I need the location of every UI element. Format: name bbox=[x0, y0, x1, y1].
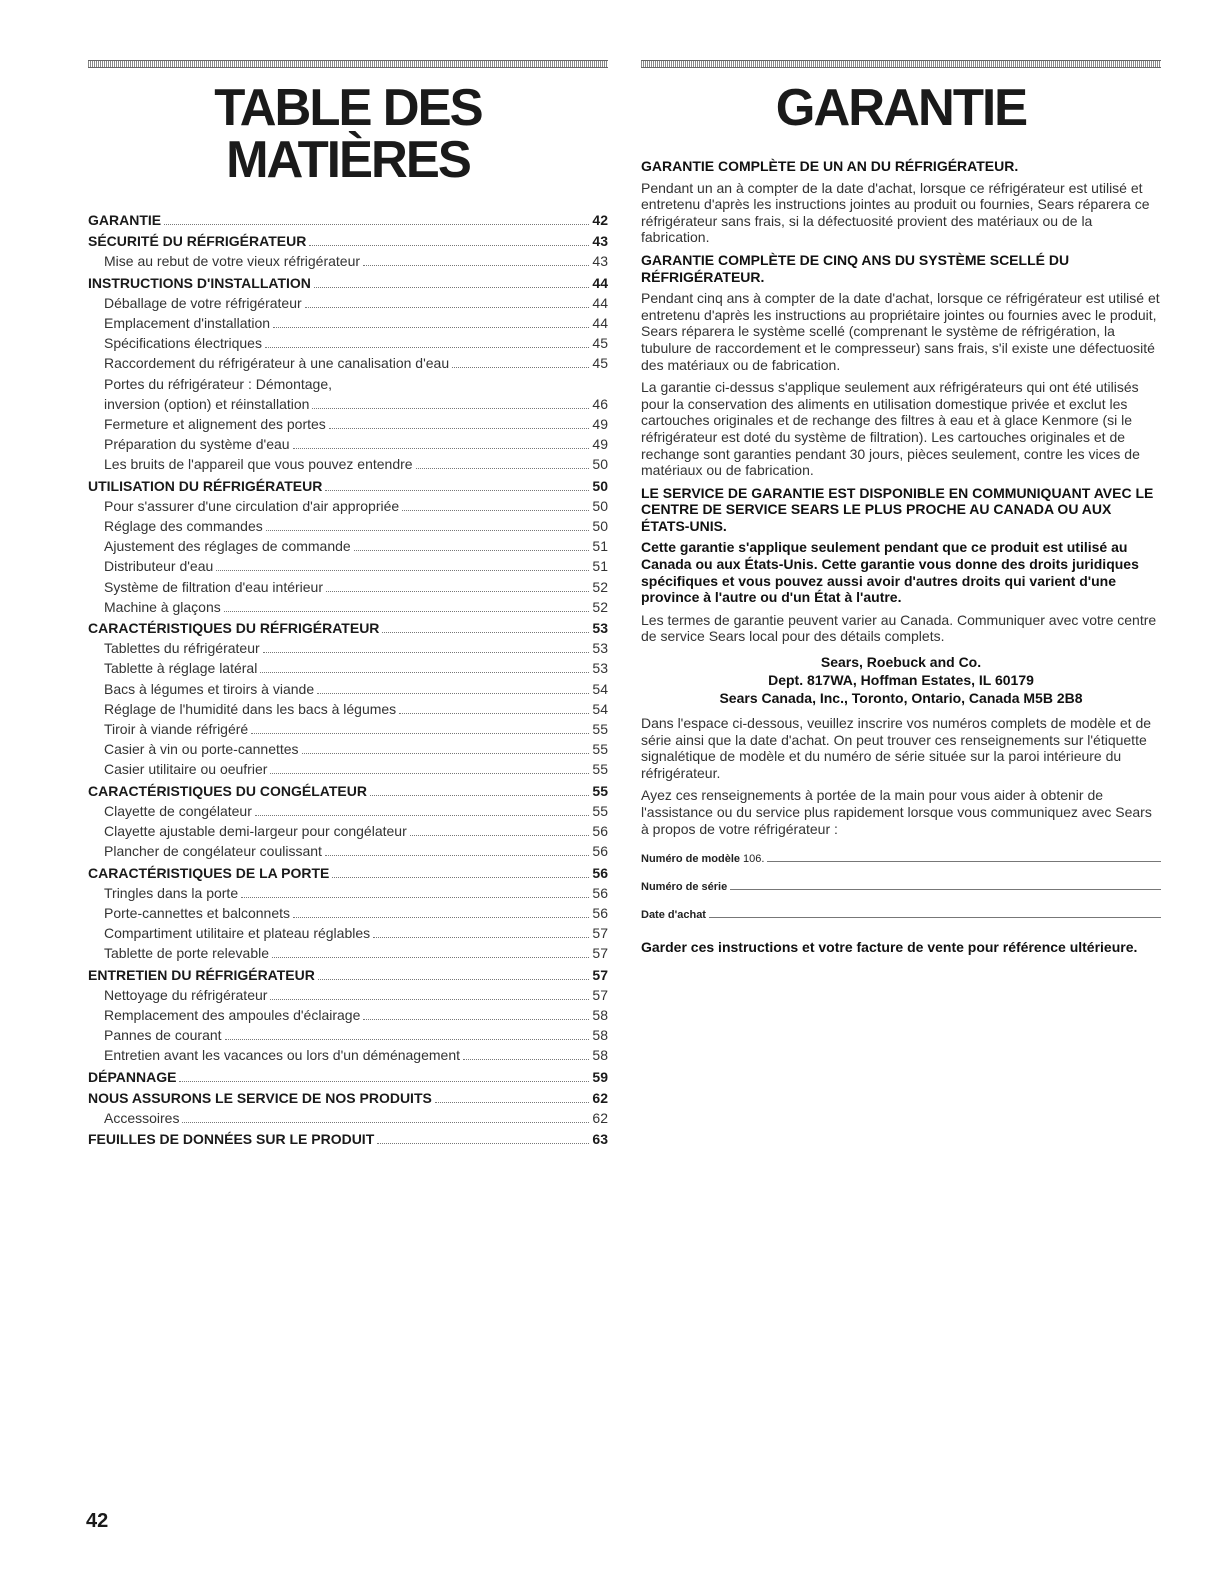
toc-page-number: 50 bbox=[592, 456, 608, 473]
toc-page-number: 55 bbox=[592, 741, 608, 758]
toc-subentry bbox=[88, 556, 608, 576]
toc-section-entry bbox=[88, 863, 608, 883]
toc-page-number: 58 bbox=[592, 1047, 608, 1064]
toc-leader-dots bbox=[263, 652, 590, 653]
toc-leader-dots bbox=[399, 713, 589, 714]
toc-subentry bbox=[88, 801, 608, 821]
toc-subentry bbox=[88, 821, 608, 841]
toc-leader-dots bbox=[329, 428, 590, 429]
toc-entry-label: Déballage de votre réfrigérateur bbox=[104, 294, 302, 311]
toc-section-entry bbox=[88, 273, 608, 293]
toc-entry-label: Clayette de congélateur bbox=[104, 802, 252, 819]
toc-subentry bbox=[88, 577, 608, 597]
toc-leader-dots bbox=[377, 1143, 589, 1144]
toc-subentry bbox=[88, 658, 608, 678]
toc-page-number: 52 bbox=[592, 578, 608, 595]
toc-page-number: 53 bbox=[592, 640, 608, 657]
toc-page-number: 50 bbox=[592, 497, 608, 514]
toc-subentry bbox=[88, 1045, 608, 1065]
toc-leader-dots bbox=[302, 753, 590, 754]
toc-subentry bbox=[88, 679, 608, 699]
toc-subentry bbox=[88, 985, 608, 1005]
toc-subentry bbox=[88, 414, 608, 434]
purchase-date-field[interactable] bbox=[641, 907, 1161, 921]
toc-leader-dots bbox=[435, 1102, 590, 1103]
toc-entry-label: Casier à vin ou porte-cannettes bbox=[104, 741, 299, 758]
toc-leader-dots bbox=[314, 287, 590, 288]
toc-page-number: 50 bbox=[592, 477, 608, 494]
toc-page-number: 43 bbox=[592, 253, 608, 270]
toc-page-number: 56 bbox=[592, 864, 608, 881]
warranty-title: GARANTIE bbox=[775, 79, 1027, 137]
toc-page-number: 55 bbox=[592, 802, 608, 819]
toc-subentry bbox=[88, 251, 608, 271]
toc-entry-label: Les bruits de l'appareil que vous pouvez entendre bbox=[104, 456, 413, 473]
toc-subentry bbox=[88, 353, 608, 373]
toc-page-number: 52 bbox=[592, 598, 608, 615]
toc-entry-label: CARACTÉRISTIQUES DE LA PORTE bbox=[88, 864, 330, 881]
toc-entry-label: Réglage de l'humidité dans les bacs à légumes bbox=[104, 700, 397, 717]
toc-page-number: 45 bbox=[592, 335, 608, 352]
toc-page-number: 63 bbox=[592, 1131, 608, 1148]
toc-leader-dots bbox=[416, 468, 590, 469]
toc-subentry bbox=[88, 923, 608, 943]
toc-page-number: 46 bbox=[592, 395, 608, 412]
toc-entry-label: NOUS ASSURONS LE SERVICE DE NOS PRODUITS bbox=[88, 1089, 432, 1106]
toc-page-number: 53 bbox=[592, 620, 608, 637]
toc-page-number: 58 bbox=[592, 1006, 608, 1023]
toc-entry-label: Casier utilitaire ou oeufrier bbox=[104, 761, 268, 778]
toc-page-number: 56 bbox=[592, 843, 608, 860]
toc-section-entry bbox=[88, 965, 608, 985]
toc-page-number: 57 bbox=[592, 925, 608, 942]
toc-leader-dots bbox=[312, 408, 589, 409]
toc-entry-label: FEUILLES DE DONNÉES SUR LE PRODUIT bbox=[88, 1131, 375, 1148]
toc-section-entry bbox=[88, 1129, 608, 1149]
toc-leader-dots bbox=[318, 979, 590, 980]
toc-page-number: 62 bbox=[592, 1109, 608, 1126]
toc-page-number: 53 bbox=[592, 660, 608, 677]
toc-leader-dots bbox=[270, 773, 589, 774]
toc-page-number: 56 bbox=[592, 884, 608, 901]
toc-entry-label: Plancher de congélateur coulissant bbox=[104, 843, 322, 860]
toc-entry-label: Tablettes du réfrigérateur bbox=[104, 640, 260, 657]
toc-entry-label: CARACTÉRISTIQUES DU RÉFRIGÉRATEUR bbox=[88, 620, 380, 637]
purchase-date-label: Date d'achat bbox=[641, 909, 706, 922]
toc-page-number: 57 bbox=[592, 945, 608, 962]
toc-page-number: 57 bbox=[592, 966, 608, 983]
warranty-paragraph: Les termes de garantie peuvent varier au Canada. Communiquer avec votre centre de service Sears local pour des détails complets. bbox=[641, 611, 1157, 645]
toc-leader-dots bbox=[273, 327, 589, 328]
toc-section-entry bbox=[88, 781, 608, 801]
toc-entry-label: Remplacement des ampoules d'éclairage bbox=[104, 1006, 361, 1023]
toc-page-number: 54 bbox=[592, 680, 608, 697]
toc-page-number: 49 bbox=[592, 416, 608, 433]
toc-subentry bbox=[88, 883, 608, 903]
toc-section-entry bbox=[88, 476, 608, 496]
toc-page-number: 45 bbox=[592, 355, 608, 372]
toc-leader-dots bbox=[317, 693, 589, 694]
toc-section-entry bbox=[88, 1067, 608, 1087]
toc-page-number: 44 bbox=[592, 274, 608, 291]
toc-page-number: 57 bbox=[592, 986, 608, 1003]
toc-entry-label: Spécifications électriques bbox=[104, 335, 262, 352]
toc-entry-label: Raccordement du réfrigérateur à une canalisation d'eau bbox=[104, 355, 450, 372]
purchase-date-line[interactable] bbox=[709, 907, 1161, 918]
toc-leader-dots bbox=[266, 530, 590, 531]
toc-entry-label: Fermeture et alignement des portes bbox=[104, 416, 326, 433]
address-line: Sears, Roebuck and Co. bbox=[820, 654, 982, 671]
toc-leader-dots bbox=[382, 632, 589, 633]
toc-leader-dots bbox=[224, 611, 590, 612]
toc-page-number: 51 bbox=[592, 558, 608, 575]
toc-subentry bbox=[88, 1108, 608, 1128]
toc-entry-label: Compartiment utilitaire et plateau réglables bbox=[104, 925, 371, 942]
warranty-heading-service: LE SERVICE DE GARANTIE EST DISPONIBLE EN COMMUNIQUANT AVEC LE CENTRE DE SERVICE SEARS LE PLUS PROCHE AU CANADA OU AUX ÉTATS-UNIS. bbox=[641, 484, 1154, 534]
toc-page-number: 62 bbox=[592, 1089, 608, 1106]
toc-page-number: 58 bbox=[592, 1027, 608, 1044]
toc-subentry bbox=[88, 394, 608, 414]
toc-entry-label: Portes du réfrigérateur : Démontage, bbox=[104, 375, 333, 392]
toc-entry-label: Pour s'assurer d'une circulation d'air appropriée bbox=[104, 497, 400, 514]
toc-leader-dots bbox=[309, 245, 589, 246]
toc-column bbox=[88, 60, 608, 1149]
toc-leader-dots bbox=[216, 570, 589, 571]
page-number: 42 bbox=[86, 1510, 109, 1532]
toc-entry-label: Distributeur d'eau bbox=[104, 558, 214, 575]
toc-leader-dots bbox=[164, 224, 589, 225]
warranty-paragraph-bold: Cette garantie s'applique seulement pendant que ce produit est utilisé au Canada ou aux États-Unis. Cette garantie vous donne des droits juridiques spécifiques et vous pouvez aussi avoir d'autres droits qui varient d'une province à l'autre ou d'un État à l'autre. bbox=[641, 539, 1139, 606]
toc-section-entry bbox=[88, 231, 608, 251]
toc-entry-label: Tiroir à viande réfrigéré bbox=[104, 721, 249, 738]
toc-page-number: 42 bbox=[592, 212, 608, 228]
toc-entry-label: Système de filtration d'eau intérieur bbox=[104, 578, 324, 595]
toc-leader-dots bbox=[255, 815, 590, 816]
toc-subentry bbox=[88, 841, 608, 861]
toc-leader-dots bbox=[305, 307, 590, 308]
toc-subentry bbox=[88, 333, 608, 353]
toc-entry-label: DÉPANNAGE bbox=[88, 1068, 177, 1085]
toc-title: TABLE DES MATIÈRES bbox=[214, 79, 482, 189]
toc-section-entry bbox=[88, 618, 608, 638]
toc-entry-label: Tablette à réglage latéral bbox=[104, 660, 258, 677]
toc-page-number: 43 bbox=[592, 233, 608, 250]
toc-entry-label: Pannes de courant bbox=[104, 1027, 222, 1044]
toc-entry-label: Nettoyage du réfrigérateur bbox=[104, 986, 268, 1003]
toc-entry-label: SÉCURITÉ DU RÉFRIGÉRATEUR bbox=[88, 233, 307, 250]
toc-subentry bbox=[88, 699, 608, 719]
toc-subentry bbox=[88, 516, 608, 536]
toc-section-entry bbox=[88, 210, 608, 230]
warranty-paragraph: Pendant un an à compter de la date d'achat, lorsque ce réfrigérateur est utilisé et entretenu d'après les instructions jointes au produit ou fournies, Sears réparera ce réfrigérateur sans frais, si la défectuosité provient des matériaux ou de la fabrication. bbox=[641, 179, 1150, 246]
toc-leader-dots bbox=[225, 1039, 590, 1040]
toc-subentry bbox=[88, 1025, 608, 1045]
toc-subentry bbox=[88, 454, 608, 474]
toc-entry-label: Emplacement d'installation bbox=[104, 315, 271, 332]
toc-leader-dots bbox=[402, 510, 589, 511]
toc-subentry bbox=[88, 719, 608, 739]
toc-entry-label: Tringles dans la porte bbox=[104, 884, 239, 901]
toc-entry-label: Réglage des commandes bbox=[104, 518, 263, 535]
toc-entry-label: Entretien avant les vacances ou lors d'un déménagement bbox=[104, 1047, 461, 1064]
toc-subentry bbox=[88, 903, 608, 923]
address-line: Sears Canada, Inc., Toronto, Ontario, Canada M5B 2B8 bbox=[719, 690, 1083, 707]
toc-leader-dots bbox=[179, 1081, 589, 1082]
toc-entry-label: Mise au rebut de votre vieux réfrigérateur bbox=[104, 253, 361, 270]
toc-leader-dots bbox=[373, 937, 589, 938]
toc-subentry bbox=[88, 759, 608, 779]
toc-page-number: 55 bbox=[592, 782, 608, 799]
toc-entry-label: Machine à glaçons bbox=[104, 598, 221, 615]
serial-number-label: Numéro de série bbox=[641, 881, 728, 894]
toc-leader-dots bbox=[272, 957, 589, 958]
toc-leader-dots bbox=[325, 490, 589, 491]
toc-entry-label: UTILISATION DU RÉFRIGÉRATEUR bbox=[88, 477, 323, 494]
toc-page-number: 55 bbox=[592, 721, 608, 738]
toc-subentry bbox=[88, 496, 608, 516]
model-number-line[interactable] bbox=[767, 851, 1161, 862]
toc-entry-label: Tablette de porte relevable bbox=[104, 945, 269, 962]
toc-page-number: 56 bbox=[592, 904, 608, 921]
toc-subentry bbox=[88, 293, 608, 313]
warranty-paragraph: La garantie ci-dessus s'applique seulement aux réfrigérateurs qui ont été utilisés pour la conservation des aliments en utilisation domestique privée et exclut les cartouches originales et de rechange des filtres à eau et à glace Kenmore (si le réfrigérateur est doté du système de filtration). Les cartouches originales et de rechange sont garanties pendant 30 jours, pièces seulement, contre les vices de matériaux ou de fabrication. bbox=[641, 379, 1140, 479]
toc-leader-dots bbox=[251, 733, 589, 734]
toc-leader-dots bbox=[332, 877, 589, 878]
toc-subentry bbox=[88, 434, 608, 454]
model-number-field[interactable] bbox=[641, 851, 1161, 865]
toc-leader-dots bbox=[265, 347, 589, 348]
toc-subentry bbox=[88, 1005, 608, 1025]
toc-page-number: 56 bbox=[592, 823, 608, 840]
toc-leader-dots bbox=[452, 367, 589, 368]
toc-entry-label: INSTRUCTIONS D'INSTALLATION bbox=[88, 274, 311, 291]
toc-leader-dots bbox=[293, 917, 589, 918]
toc-entry-label: Accessoires bbox=[104, 1109, 180, 1126]
warranty-column bbox=[641, 60, 1161, 962]
model-number-prefix: 106. bbox=[743, 853, 765, 866]
toc-entry-label: Préparation du système d'eau bbox=[104, 436, 290, 453]
toc-section-entry bbox=[88, 1088, 608, 1108]
toc-subentry bbox=[88, 374, 608, 394]
top-rule bbox=[641, 60, 1161, 68]
toc-entry-label: GARANTIE bbox=[88, 212, 162, 228]
toc-page-number: 50 bbox=[592, 518, 608, 535]
toc-page-number: 51 bbox=[592, 538, 608, 555]
toc-subentry bbox=[88, 313, 608, 333]
toc-leader-dots bbox=[293, 448, 590, 449]
toc-leader-dots bbox=[270, 999, 589, 1000]
serial-number-line[interactable] bbox=[730, 879, 1161, 890]
toc-entry-label: CARACTÉRISTIQUES DU CONGÉLATEUR bbox=[88, 782, 367, 799]
toc-page-number: 44 bbox=[592, 294, 608, 311]
toc-leader-dots bbox=[370, 795, 589, 796]
warranty-paragraph: Pendant cinq ans à compter de la date d'achat, lorsque ce réfrigérateur est utilisé et entretenu d'après les instructions au propriétaire jointes ou fournies avec le produit, Sears réparera le système scellé (comprenant le système de réfrigération, la tubulure de raccordement et le compresseur) sans frais, s'il existe une défectuosité des matériaux ou de fabrication. bbox=[641, 290, 1160, 373]
toc-entry-label: inversion (option) et réinstallation bbox=[104, 395, 310, 412]
keep-instructions-note: Garder ces instructions et votre facture de vente pour référence ultérieure. bbox=[641, 939, 1138, 956]
toc-leader-dots bbox=[354, 550, 590, 551]
toc-leader-dots bbox=[326, 591, 589, 592]
model-number-label: Numéro de modèle bbox=[641, 853, 741, 866]
toc-subentry bbox=[88, 536, 608, 556]
toc-leader-dots bbox=[363, 265, 589, 266]
toc-leader-dots bbox=[182, 1122, 589, 1123]
toc-subentry bbox=[88, 638, 608, 658]
toc-entry-label: Porte-cannettes et balconnets bbox=[104, 904, 291, 921]
toc-list bbox=[88, 210, 608, 1149]
toc-entry-label: Clayette ajustable demi-largeur pour congélateur bbox=[104, 823, 407, 840]
sears-address bbox=[641, 653, 1161, 707]
toc-page-number: 49 bbox=[592, 436, 608, 453]
address-line: Dept. 817WA, Hoffman Estates, IL 60179 bbox=[768, 672, 1034, 689]
toc-page-number: 55 bbox=[592, 761, 608, 778]
toc-subentry bbox=[88, 739, 608, 759]
toc-page-number: 44 bbox=[592, 315, 608, 332]
warranty-paragraph: Dans l'espace ci-dessous, veuillez inscrire vos numéros complets de modèle et de série ainsi que la date d'achat. On peut trouver ces renseignements sur l'étiquette signalétique de modèle et du numéro de série située sur la paroi intérieure du réfrigérateur. bbox=[641, 715, 1152, 781]
toc-leader-dots bbox=[463, 1059, 589, 1060]
toc-leader-dots bbox=[241, 897, 589, 898]
toc-page-number: 54 bbox=[592, 700, 608, 717]
toc-leader-dots bbox=[260, 672, 589, 673]
warranty-paragraph: Ayez ces renseignements à portée de la main pour vous aider à obtenir de l'assistance ou du service plus rapidement lorsque vous communiquez avec Sears à propos de votre réfrigérateur : bbox=[641, 787, 1152, 837]
warranty-heading-one-year: GARANTIE COMPLÈTE DE UN AN DU RÉFRIGÉRATEUR. bbox=[641, 158, 1019, 174]
toc-leader-dots bbox=[363, 1019, 589, 1020]
serial-number-field[interactable] bbox=[641, 879, 1161, 893]
toc-page-number: 59 bbox=[592, 1068, 608, 1085]
toc-entry-label: ENTRETIEN DU RÉFRIGÉRATEUR bbox=[88, 966, 315, 983]
toc-subentry bbox=[88, 597, 608, 617]
toc-entry-label: Ajustement des réglages de commande bbox=[104, 538, 351, 555]
top-rule bbox=[88, 60, 608, 68]
toc-leader-dots bbox=[325, 855, 590, 856]
toc-leader-dots bbox=[410, 835, 590, 836]
toc-entry-label: Bacs à légumes et tiroirs à viande bbox=[104, 680, 315, 697]
toc-subentry bbox=[88, 943, 608, 963]
warranty-heading-five-year: GARANTIE COMPLÈTE DE CINQ ANS DU SYSTÈME SCELLÉ DU RÉFRIGÉRATEUR. bbox=[641, 251, 1070, 285]
